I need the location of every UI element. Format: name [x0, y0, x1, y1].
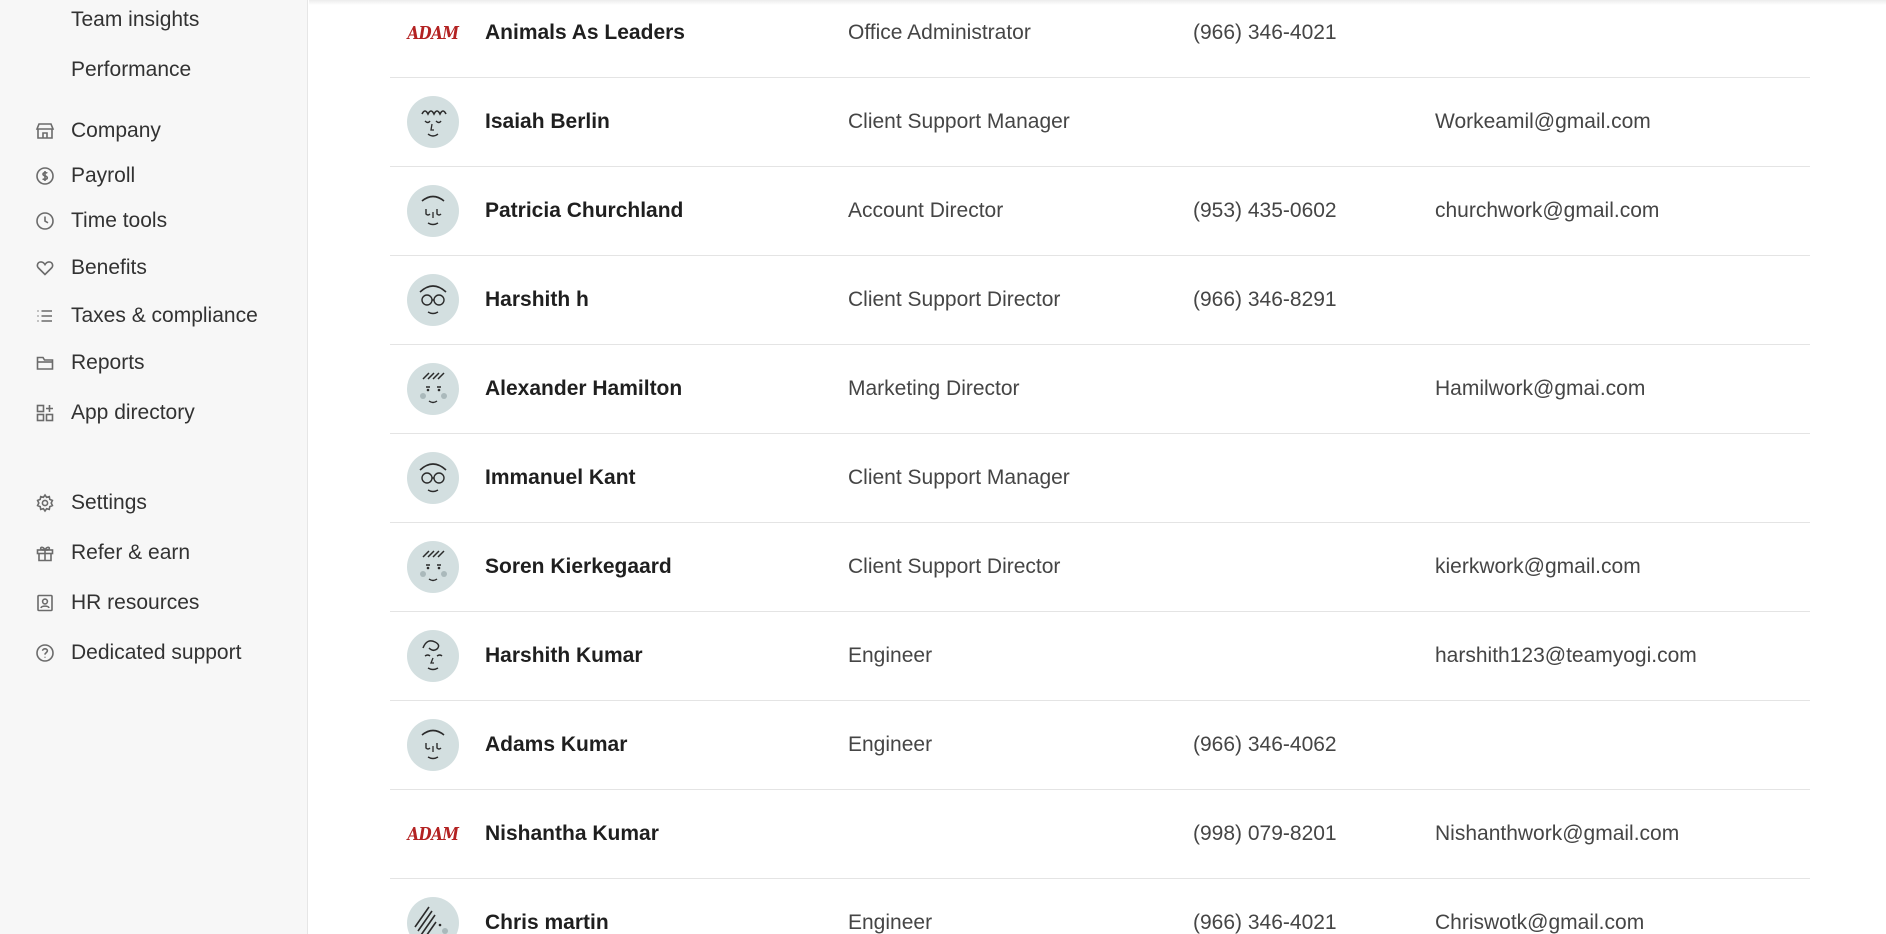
sidebar: [0, 0, 308, 934]
sidebar-item-benefits[interactable]: [34, 253, 147, 283]
table-row[interactable]: [390, 790, 1810, 879]
sidebar-item-payroll[interactable]: [34, 161, 135, 191]
job-title: Marketing Director: [848, 377, 1020, 400]
dollar-coin-icon: [34, 165, 56, 187]
avatar: [407, 897, 459, 934]
email-address: kierkwork@gmail.com: [1435, 555, 1641, 578]
job-title: Engineer: [848, 644, 933, 667]
sidebar-subitem-performance[interactable]: Performance: [71, 58, 192, 81]
sidebar-item-label: Company: [71, 119, 161, 142]
person-name[interactable]: Chris martin: [485, 911, 609, 934]
sidebar-subitem-team-insights[interactable]: Team insights: [71, 8, 200, 31]
gift-icon: [34, 542, 56, 564]
table-row[interactable]: [390, 256, 1810, 345]
person-name[interactable]: Harshith h: [485, 288, 589, 311]
job-title: Engineer: [848, 733, 933, 756]
sidebar-item-label: Reports: [71, 351, 145, 374]
table-row[interactable]: [390, 523, 1810, 612]
clock-icon: [34, 210, 56, 232]
sidebar-item-label: HR resources: [71, 591, 200, 614]
sidebar-item-settings[interactable]: [34, 488, 147, 518]
sidebar-item-label: Dedicated support: [71, 641, 242, 664]
table-row[interactable]: [390, 879, 1810, 934]
avatar: [407, 96, 459, 148]
job-title: Account Director: [848, 199, 1004, 222]
apps-grid-icon: [34, 402, 56, 424]
sidebar-item-label: Taxes & compliance: [71, 304, 258, 327]
id-badge-icon: [34, 592, 56, 614]
person-name[interactable]: Adams Kumar: [485, 733, 628, 756]
heart-icon: [34, 257, 56, 279]
email-address: harshith123@teamyogi.com: [1435, 644, 1697, 667]
sidebar-item-label: Benefits: [71, 256, 147, 279]
avatar: [407, 719, 459, 771]
person-name[interactable]: Soren Kierkegaard: [485, 555, 672, 578]
table-row[interactable]: [390, 345, 1810, 434]
avatar: [407, 185, 459, 237]
person-name[interactable]: Alexander Hamilton: [485, 377, 683, 400]
avatar: [407, 630, 459, 682]
email-address: Nishanthwork@gmail.com: [1435, 822, 1680, 845]
job-title: Client Support Director: [848, 555, 1061, 578]
avatar: [407, 452, 459, 504]
email-address: churchwork@gmail.com: [1435, 199, 1660, 222]
phone-number: (966) 346-4062: [1193, 733, 1337, 756]
table-row[interactable]: [390, 434, 1810, 523]
sidebar-item-dedicated-support[interactable]: [34, 638, 241, 668]
person-name[interactable]: Patricia Churchland: [485, 199, 684, 222]
table-row[interactable]: [390, 167, 1810, 256]
sidebar-item-time-tools[interactable]: [34, 206, 167, 236]
phone-number: (953) 435-0602: [1193, 199, 1337, 222]
phone-number: (966) 346-4021: [1193, 911, 1337, 934]
avatar: [407, 363, 459, 415]
person-name[interactable]: Isaiah Berlin: [485, 110, 610, 133]
sidebar-item-label: Refer & earn: [71, 541, 191, 564]
folder-icon: [34, 352, 56, 374]
job-title: Client Support Director: [848, 288, 1061, 311]
sidebar-item-company[interactable]: [34, 116, 161, 146]
sidebar-item-label: Time tools: [71, 209, 168, 232]
avatar-logo-text: ADAM: [407, 22, 459, 44]
phone-number: (966) 346-4021: [1193, 21, 1337, 44]
person-name[interactable]: Immanuel Kant: [485, 466, 636, 489]
job-title: Client Support Manager: [848, 110, 1070, 133]
sidebar-item-hr-resources[interactable]: [34, 588, 199, 618]
sidebar-item-refer-earn[interactable]: [34, 538, 190, 568]
person-name[interactable]: Harshith Kumar: [485, 644, 643, 667]
job-title: Client Support Manager: [848, 466, 1070, 489]
job-title: Engineer: [848, 911, 933, 934]
table-row[interactable]: [390, 78, 1810, 167]
gear-icon: [34, 492, 56, 514]
sidebar-item-taxes-compliance[interactable]: [34, 301, 258, 331]
avatar: [407, 274, 459, 326]
email-address: Hamilwork@gmai.com: [1435, 377, 1646, 400]
email-address: Chriswotk@gmail.com: [1435, 911, 1645, 934]
sidebar-item-label: Payroll: [71, 164, 136, 187]
avatar-logo: [407, 7, 459, 59]
avatar: [407, 541, 459, 593]
job-title: Office Administrator: [848, 21, 1031, 44]
sidebar-item-reports[interactable]: [34, 348, 145, 378]
phone-number: (998) 079-8201: [1193, 822, 1337, 845]
sidebar-item-app-directory[interactable]: [34, 398, 195, 428]
sidebar-item-label: Settings: [71, 491, 147, 514]
avatar-logo-text: ADAM: [407, 823, 459, 845]
table-row[interactable]: [390, 701, 1810, 790]
email-address: Workeamil@gmail.com: [1435, 110, 1651, 133]
phone-number: (966) 346-8291: [1193, 288, 1337, 311]
avatar-logo: [407, 808, 459, 860]
list-icon: [34, 305, 56, 327]
table-row[interactable]: [390, 0, 1810, 78]
building-icon: [34, 120, 56, 142]
sidebar-item-label: App directory: [71, 401, 195, 424]
person-name[interactable]: Animals As Leaders: [485, 21, 685, 44]
person-name[interactable]: Nishantha Kumar: [485, 822, 659, 845]
table-row[interactable]: [390, 612, 1810, 701]
help-circle-icon: [34, 642, 56, 664]
